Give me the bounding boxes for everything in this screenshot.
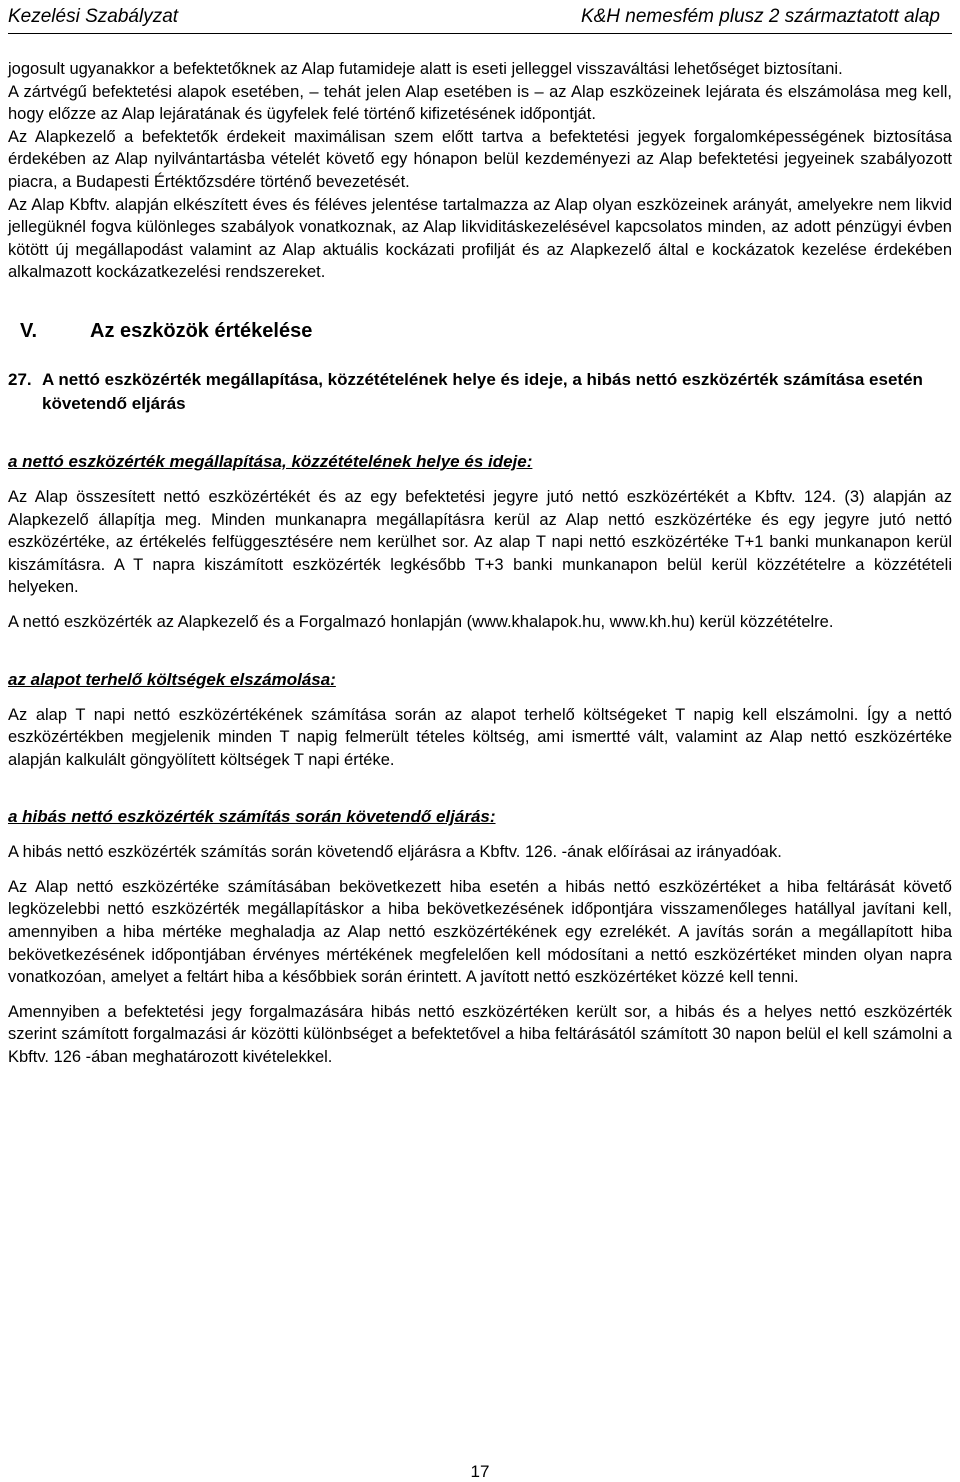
header-fund-name: K&H nemesfém plusz 2 származtatott alap (580, 6, 940, 27)
chapter-number: V. (20, 319, 38, 342)
paragraph-listing: Az Alapkezelő a befektetők érdekeit maximálisan szem előtt tartva a befektetési jegyek forgalomképességének biztosítása érdekében az Alap nyilvántartásba vételét követő egy hónapon belül kezdeményezi az Alap befektetési jegyeinek szabályozott piacra, a Budapesti Értéktőzsdére történő bevezetését. (8, 127, 952, 191)
subsection-heading-error: a hibás nettó eszközérték számítás során követendő eljárás: (8, 807, 496, 827)
page-header (8, 0, 940, 34)
paragraph-reports: Az Alap Kbftv. alapján elkészített éves és féléves jelentése tartalmazza az Alap olyan eszközeinek arányát, amelyekre nem likvid jellegüknél fogva különleges szabályok vonatkoznak, az Alap likviditáskezelésével kapcsolatos minden, az adott pénzügyi évben kötött új megállapodást valamint az Alap aktuális kockázati profilját és az Alapkezelő által e kockázatok kezelése érdekében alkalmazott kockázatkezelési rendszereket. (8, 195, 952, 282)
chapter-title: Az eszközök értékelése (90, 319, 313, 342)
paragraph-closed-end: A zártvégű befektetési alapok esetében, – tehát jelen Alap esetében is – az Alap eszközeinek lejárata és elszámolása meg kell, hogy előzze az Alap lejáratának és ügyfelek felé történő kifizetésének időpontját. (8, 82, 952, 124)
section-heading (8, 368, 952, 416)
paragraph-error-correction: Az Alap nettó eszközértéke számításában bekövetkezett hiba esetén a hibás nettó eszközértéket a hiba feltárását követő legközelebbi nettó eszközérték megállapításkor a hiba bekövetkezésének időpontjára visszamenőleges hatállyal javítani kell, amennyiben a hiba mértéke meghaladja az Alap nettó eszközértékének egy ezrelékét. A javítás során a megállapított hiba bekövetkezésének időpontjában érvényes mértékének megfelelően kell módosítani a nettó eszközértéket minden olyan napra vonatkozóan, amelyet a feltárt hiba a későbbiek során érintett. A javított nettó eszközértéket közzé kell tenni. (8, 877, 952, 987)
subsection-heading-costs: az alapot terhelő költségek elszámolása: (8, 669, 336, 689)
chapter-heading (8, 318, 952, 344)
document-body (8, 58, 952, 1069)
section-title: A nettó eszközérték megállapítása, közzétételének helye és ideje, a hibás nettó eszközérték számítása esetén követendő eljárás (42, 369, 923, 413)
section-number: 27. (8, 369, 32, 389)
paragraph-nav-publication: A nettó eszközérték az Alapkezelő és a Forgalmazó honlapján (www.khalapok.hu, www.kh.hu) kerül közzétételre. (8, 612, 834, 631)
paragraph-error-settlement: Amennyiben a befektetési jegy forgalmazására hibás nettó eszközértéken került sor, a hibás és a helyes nettó eszközérték szerint számított forgalmazási ár közötti különbséget a befektetővel a hiba feltárásától számított 30 napon belül el kell számolni a Kbftv. 126 -ában meghatározott kivételekkel. (8, 1002, 952, 1067)
header-divider (8, 33, 952, 34)
subsection-heading-nav: a nettó eszközérték megállapítása, közzétételének helye és ideje: (8, 451, 533, 471)
paragraph-redemption: jogosult ugyanakkor a befektetőknek az Alap futamideje alatt is eseti jelleggel visszaváltási lehetőséget biztosítani. (8, 60, 843, 78)
paragraph-error-rule: A hibás nettó eszközérték számítás során követendő eljárásra a Kbftv. 126. -ának előírásai az irányadóak. (8, 843, 782, 862)
header-document-title: Kezelési Szabályzat (8, 6, 179, 27)
paragraph-costs: Az alap T napi nettó eszközértékének számítása során az alapot terhelő költségeket T napig kell elszámolni. Így a nettó eszközértékben megjelenik minden T napig felmerült tételes költség, ami ismertté vált, valamint az Alap nettó eszközértéke alapján kalkulált göngyölített költségek T napi értéke. (8, 705, 952, 769)
page-number: 17 (470, 1462, 490, 1481)
paragraph-nav-calculation: Az Alap összesített nettó eszközértékét és az egy befektetési jegyre jutó nettó eszközértékét a Kbftv. 124. (3) alapján az Alapkezelő állapítja meg. Minden munkanapra megállapításra kerül az Alap nettó eszközértéke és egy jegyre jutó nettó eszközértéke, az értékelés felfüggesztésére nem kerülhet sor. Az alap T napi nettó eszközértéke T+1 banki munkanapon kerül kiszámításra. A T napra kiszámított eszközérték legkésőbb T+3 banki munkanapon belül kerül közzétételre a közzétételi helyeken. (8, 487, 952, 597)
